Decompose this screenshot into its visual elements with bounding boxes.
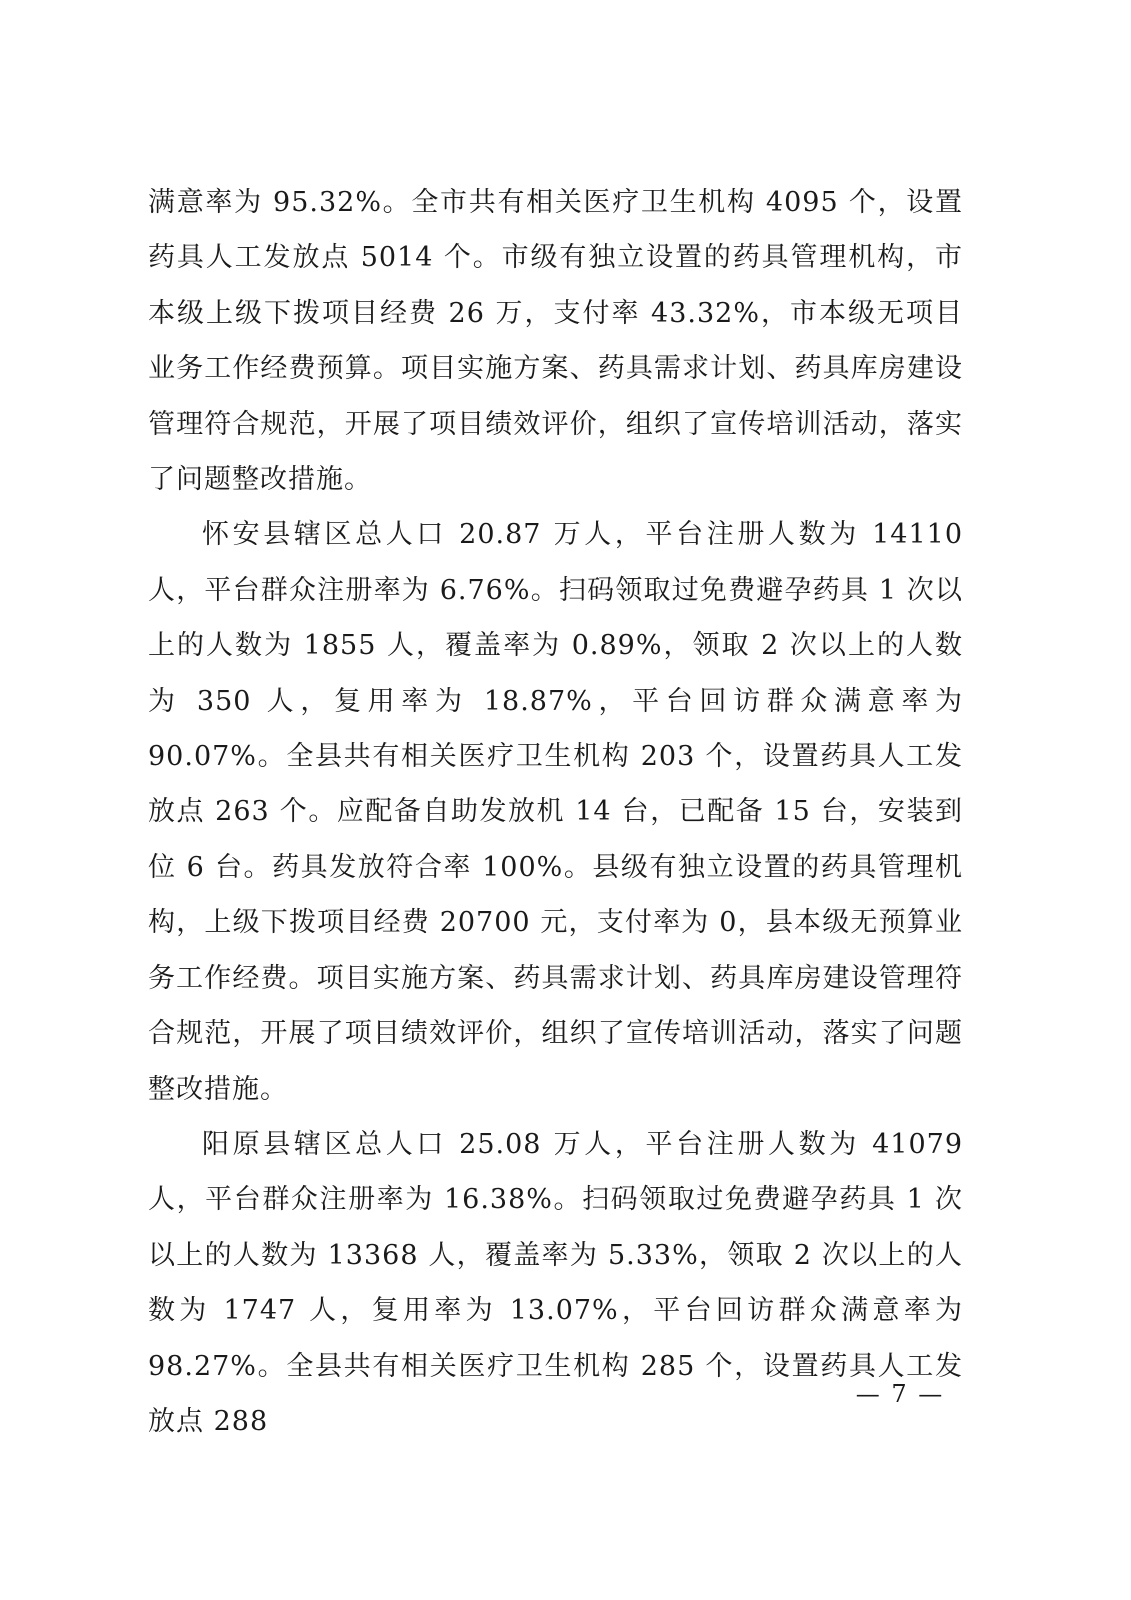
paragraph-city-summary-continued: 满意率为 95.32%。全市共有相关医疗卫生机构 4095 个，设置药具人工发放点 5014 个。市级有独立设置的药具管理机构，市本级上级下拨项目经费 26 万，支付率 43.32%，市本级无项目业务工作经费预算。项目实施方案、药具需求计划、药具库房建设管理符合规范，开展了项目绩效评价，组织了宣传培训活动，落实了问题整改措施。: [148, 187, 963, 496]
paragraph-yangyuan-county: 阳原县辖区总人口 25.08 万人，平台注册人数为 41079 人，平台群众注册率为 16.38%。扫码领取过免费避孕药具 1 次以上的人数为 13368 人，覆盖率为 5.33%，领取 2 次以上的人数为 1747 人，复用率为 13.07%，平台回访群众满意率为 98.27%。全县共有相关医疗卫生机构 285 个，设置药具人工发放点 288: [148, 1128, 963, 1437]
page-number: — 7 —: [855, 1380, 945, 1408]
paragraph-huaian-county: 怀安县辖区总人口 20.87 万人，平台注册人数为 14110 人，平台群众注册率为 6.76%。扫码领取过免费避孕药具 1 次以上的人数为 1855 人，覆盖率为 0.89%，领取 2 次以上的人数为 350 人，复用率为 18.87%，平台回访群众满意率为 90.07%。全县共有相关医疗卫生机构 203 个，设置药具人工发放点 263 个。应配备自助发放机 14 台，已配备 15 台，安装到位 6 台。药具发放符合率 100%。县级有独立设置的药具管理机构，上级下拨项目经费 20700 元，支付率为 0，县本级无预算业务工作经费。项目实施方案、药具需求计划、药具库房建设管理符合规范，开展了项目绩效评价，组织了宣传培训活动，落实了问题整改措施。: [148, 519, 963, 1105]
body-text: [148, 175, 963, 1449]
